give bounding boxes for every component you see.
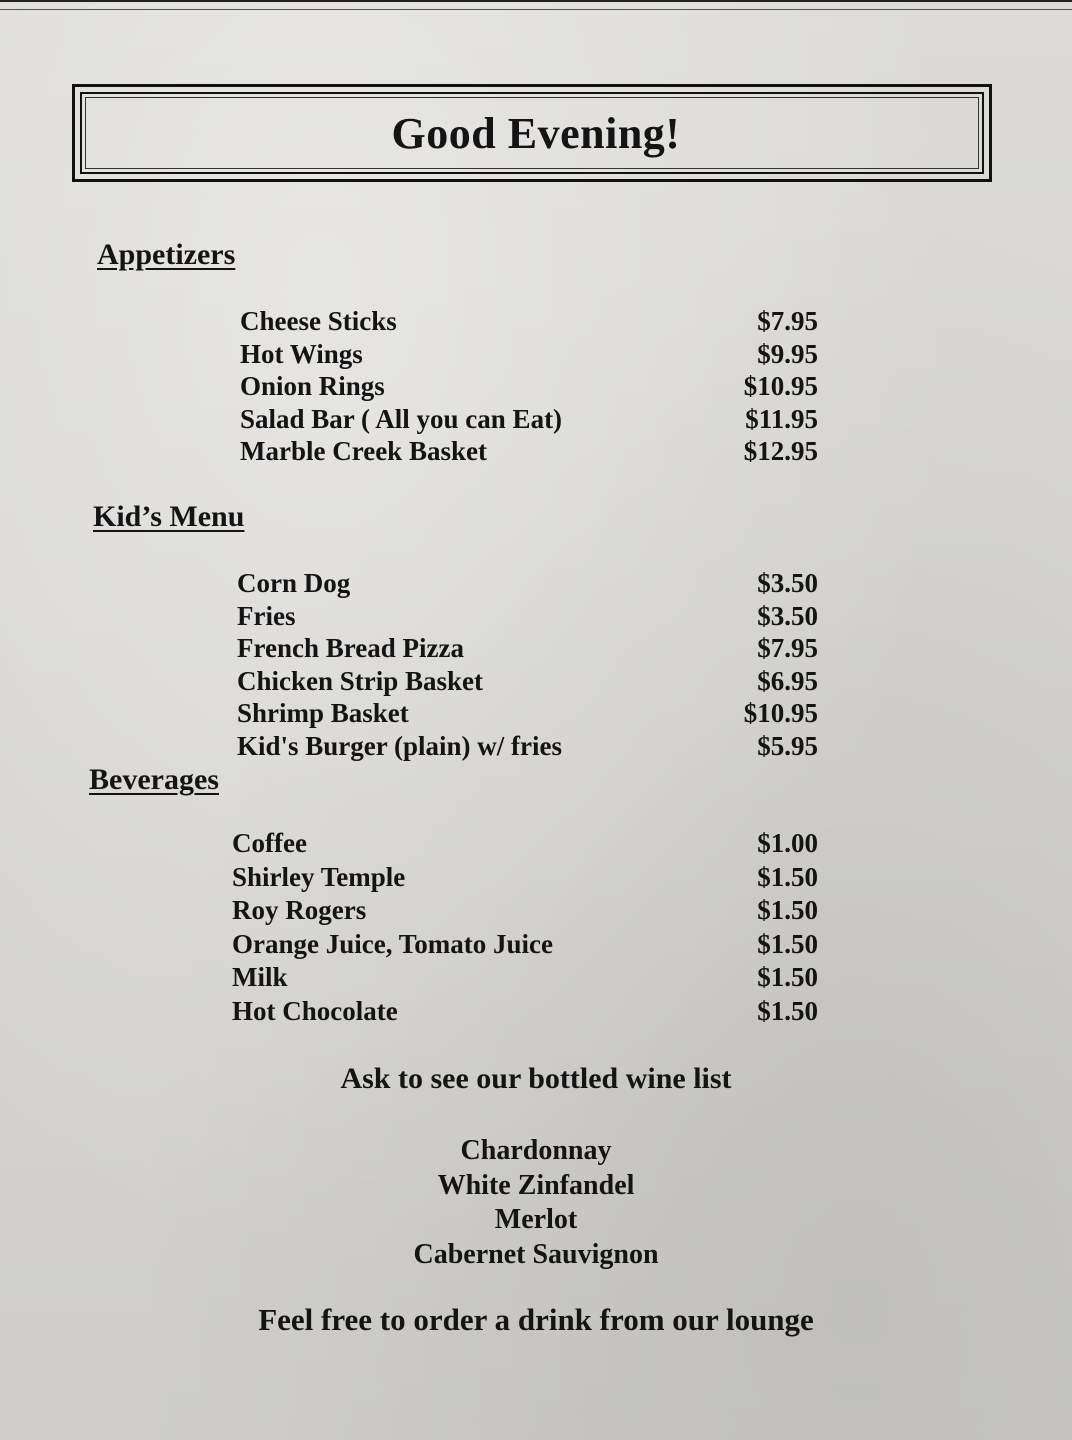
section-heading-appetizers: Appetizers [97, 238, 236, 271]
item-price: $1.50 [757, 928, 818, 959]
menu-item [237, 568, 818, 601]
menu-item [237, 601, 818, 634]
item-name: Hot Chocolate [232, 995, 398, 1026]
item-name: Cheese Sticks [240, 306, 397, 336]
menu-item [237, 698, 818, 731]
item-name: Chicken Strip Basket [237, 665, 484, 696]
item-name: Fries [237, 600, 296, 631]
item-name: Milk [232, 962, 288, 993]
menu-item [232, 895, 818, 929]
item-price: $11.95 [745, 403, 818, 434]
menu-item [237, 666, 818, 699]
item-price: $1.50 [757, 962, 818, 993]
item-price: $3.50 [757, 568, 818, 598]
appetizers-list [240, 306, 818, 469]
item-name: Shrimp Basket [237, 698, 409, 728]
kids-menu-list [237, 568, 818, 763]
item-price: $6.95 [757, 665, 818, 696]
item-name: Shirley Temple [232, 861, 406, 892]
item-price: $3.50 [757, 600, 818, 631]
page-top-border [0, 0, 1072, 10]
menu-title: Good Evening! [391, 109, 681, 158]
menu-item [232, 996, 818, 1030]
item-name: French Bread Pizza [237, 633, 464, 663]
item-name: Hot Wings [240, 338, 363, 369]
item-name: Coffee [232, 828, 307, 858]
menu-item [232, 962, 818, 996]
item-name: Roy Rogers [232, 895, 367, 926]
item-name: Salad Bar ( All you can Eat) [240, 403, 563, 434]
beverages-list [232, 828, 818, 1030]
item-price: $10.95 [743, 698, 818, 728]
wine-item: Cabernet Sauvignon [413, 1238, 659, 1270]
menu-item [237, 633, 818, 666]
item-price: $1.50 [757, 895, 818, 926]
item-price: $1.50 [757, 861, 818, 892]
menu-item [240, 404, 818, 437]
menu-item [240, 436, 818, 469]
item-price: $12.95 [743, 436, 818, 466]
wine-item: Chardonnay [460, 1135, 612, 1166]
item-price: $7.95 [757, 306, 818, 336]
item-price: $7.95 [757, 633, 818, 663]
item-price: $5.95 [757, 730, 818, 761]
item-name: Kid's Burger (plain) w/ fries [237, 730, 563, 761]
item-price: $1.00 [757, 828, 818, 858]
item-price: $10.95 [743, 371, 818, 401]
item-name: Orange Juice, Tomato Juice [232, 928, 553, 959]
wine-list [0, 1134, 1072, 1272]
item-name: Marble Creek Basket [240, 436, 487, 466]
item-name: Corn Dog [237, 568, 351, 598]
item-name: Onion Rings [240, 371, 385, 401]
menu-item [232, 862, 818, 896]
item-price: $1.50 [757, 995, 818, 1026]
wine-item: White Zinfandel [437, 1169, 635, 1201]
menu-item [232, 828, 818, 862]
menu-item [240, 371, 818, 404]
menu-item [232, 929, 818, 963]
lounge-note: Feel free to order a drink from our lounge [258, 1302, 814, 1337]
menu-item [240, 306, 818, 339]
section-heading-beverages: Beverages [89, 763, 219, 796]
wine-list-prompt: Ask to see our bottled wine list [340, 1062, 732, 1095]
wine-item: Merlot [494, 1204, 578, 1235]
menu-item [240, 339, 818, 372]
menu-item [237, 731, 818, 764]
item-price: $9.95 [757, 338, 818, 369]
section-heading-kids-menu: Kid’s Menu [93, 500, 245, 533]
